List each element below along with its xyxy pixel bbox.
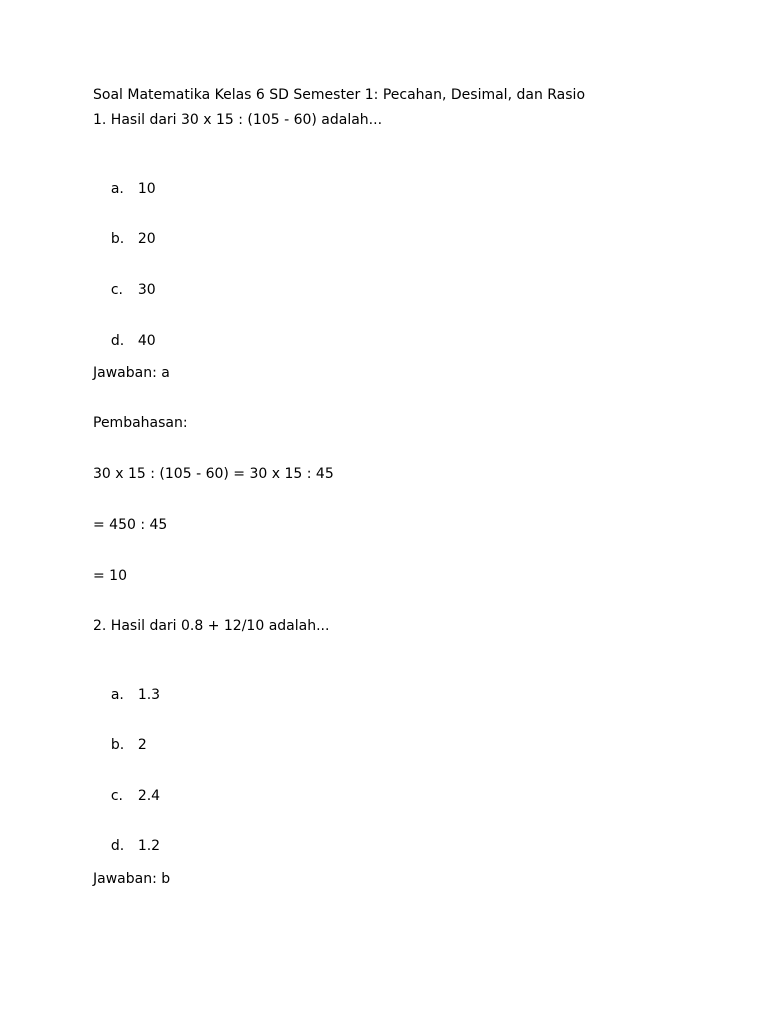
option-value: 30	[137, 282, 156, 298]
document-page	[93, 0, 733, 1024]
question-1-option-c	[93, 263, 156, 317]
option-letter: c.	[110, 788, 123, 804]
document-title: Soal Matematika Kelas 6 SD Semester 1: Pecahan, Desimal, dan Rasio	[93, 87, 586, 103]
question-1-option-d	[93, 314, 156, 368]
option-letter: c.	[110, 282, 123, 298]
option-value: 10	[137, 181, 156, 197]
option-letter: a.	[110, 181, 124, 197]
option-value: 2	[137, 737, 147, 753]
option-letter: b.	[110, 231, 125, 247]
option-value: 20	[137, 231, 156, 247]
question-2-option-d	[93, 819, 160, 873]
option-letter: d.	[110, 838, 125, 854]
question-1-option-a	[93, 162, 156, 216]
question-1-discussion-step-1: 30 x 15 : (105 - 60) = 30 x 15 : 45	[93, 466, 334, 482]
question-2-text: 2. Hasil dari 0.8 + 12/10 adalah...	[93, 618, 330, 634]
question-1-discussion-label: Pembahasan:	[93, 415, 188, 431]
question-2-option-a	[93, 668, 160, 722]
option-value: 40	[137, 333, 156, 349]
question-2-answer: Jawaban: b	[93, 871, 171, 887]
option-value: 1.2	[137, 838, 161, 854]
option-letter: d.	[110, 333, 125, 349]
option-letter: a.	[110, 687, 124, 703]
option-value: 1.3	[137, 687, 161, 703]
question-2-option-b	[93, 718, 147, 772]
question-1-answer: Jawaban: a	[93, 365, 170, 381]
question-1-text: 1. Hasil dari 30 x 15 : (105 - 60) adalah...	[93, 112, 383, 128]
option-value: 2.4	[137, 788, 161, 804]
question-1-discussion-step-3: = 10	[93, 568, 127, 584]
option-letter: b.	[110, 737, 125, 753]
question-1-option-b	[93, 212, 156, 266]
question-1-discussion-step-2: = 450 : 45	[93, 517, 168, 533]
question-2-option-c	[93, 769, 160, 823]
